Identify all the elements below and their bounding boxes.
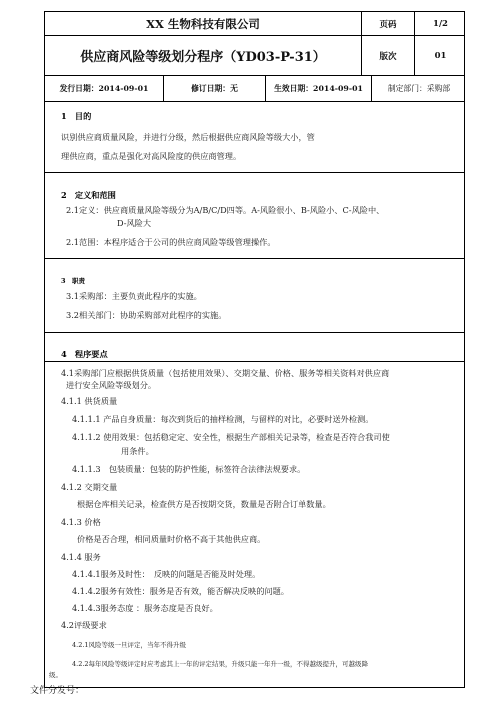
document-title: 供应商风险等级划分程序（YD03-P-31） [80,50,326,65]
section-1-title: 1 目的 [61,111,92,121]
section-2-text: 2.1范围：本程序适合于公司的供应商风险等级管理操作。 [66,237,276,247]
section-4-text: 价格是否合理，相同质量时价格不高于其他供应商。 [77,534,266,544]
header-row-title [45,36,464,76]
section-4-text: 4.1.4.2服务有效性：服务是否有效，能否解决反映的问题。 [72,586,289,596]
divider [45,172,464,173]
section-2-title: 2 定义和范围 [61,190,116,200]
section-4-text: 4.1.4.1服务及时性： 反映的问题是否能及时处理。 [72,569,261,579]
page-number: 1/2 [414,12,466,35]
section-4-title: 4 程序要点 [61,349,108,359]
document-body [45,102,464,687]
company-name: XX 生物科技有限公司 [146,16,260,31]
section-4-text: 级。 [49,671,62,679]
version-label: 版次 [361,36,414,75]
distribution-number: 文件分发号： [30,686,85,696]
section-2-text: 2.1定义：供应商质量风险等级分为A/B/C/D四等。A-风险很小、B-风险小、C-风险中、 [66,205,385,215]
page-label: 页码 [361,12,414,35]
subsection-title: 4.2评级要求 [61,620,107,630]
section-4-text: 4.1.4.3服务态度 ：服务态度是否良好。 [72,603,218,613]
divider [45,258,464,259]
section-3-text: 3.2相关部门：协助采购部对此程序的实施。 [66,310,227,320]
department: 制定部门：采购部 [371,76,466,101]
subsection-title: 4.1.3 价格 [61,517,101,527]
version-number: 01 [414,36,466,75]
section-4-text: 用条件。 [121,446,154,456]
revise-date: 修订日期：无 [163,76,265,101]
document-frame [44,11,465,688]
divider [45,332,464,333]
section-4-text: 4.1.1.1 产品自身质量：每次到货后的抽样检测，与留样的对比，必要时送外检测。 [72,414,374,424]
issue-date: 发行日期：2014-09-01 [59,84,149,93]
section-4-text: 4.1.1.2 使用效果：包括稳定定、安全性，根据生产部相关记录等，检查是否符合我司使 [72,432,390,442]
section-4-text: 4.2.1风险等级一旦评定，当年不得升级 [72,641,187,649]
divider [45,361,464,362]
section-4-text: 进行安全风险等级划分。 [66,380,157,390]
header-row-company [45,12,464,36]
section-4-text: 4.2.2每年风险等级评定时应考虑其上一年的评定结果，升级只能一年升一级，不得越级提升，可越级降 [72,660,369,668]
effective-date: 生效日期：2014-09-01 [265,76,371,101]
subsection-title: 4.1.4 服务 [61,552,101,562]
header-row-dates [45,76,464,102]
section-4-text: 4.1.1.3 包装质量：包装的防护性能，标签符合法律法规要求。 [72,464,306,474]
section-4-text: 根据仓库相关记录，检查供方是否按期交货，数量是否附合订单数量。 [77,499,331,509]
section-3-text: 3.1采购部：主要负责此程序的实施。 [66,291,202,301]
section-4-text: 4.1采购部门应根据供货质量（包括使用效果）、交期交量、价格、服务等相关资料对供应商 [61,368,390,378]
section-1-text: 识别供应商质量风险，并进行分级，然后根据供应商风险等级大小，管 [61,132,315,142]
section-3-title: 3 职责 [61,277,86,285]
subsection-title: 4.1.2 交期交量 [61,482,118,492]
section-1-text: 理供应商，重点是强化对高风险度的供应商管理。 [61,151,242,161]
subsection-title: 4.1.1 供货质量 [61,396,118,406]
section-2-text: D-风险大 [117,218,152,228]
